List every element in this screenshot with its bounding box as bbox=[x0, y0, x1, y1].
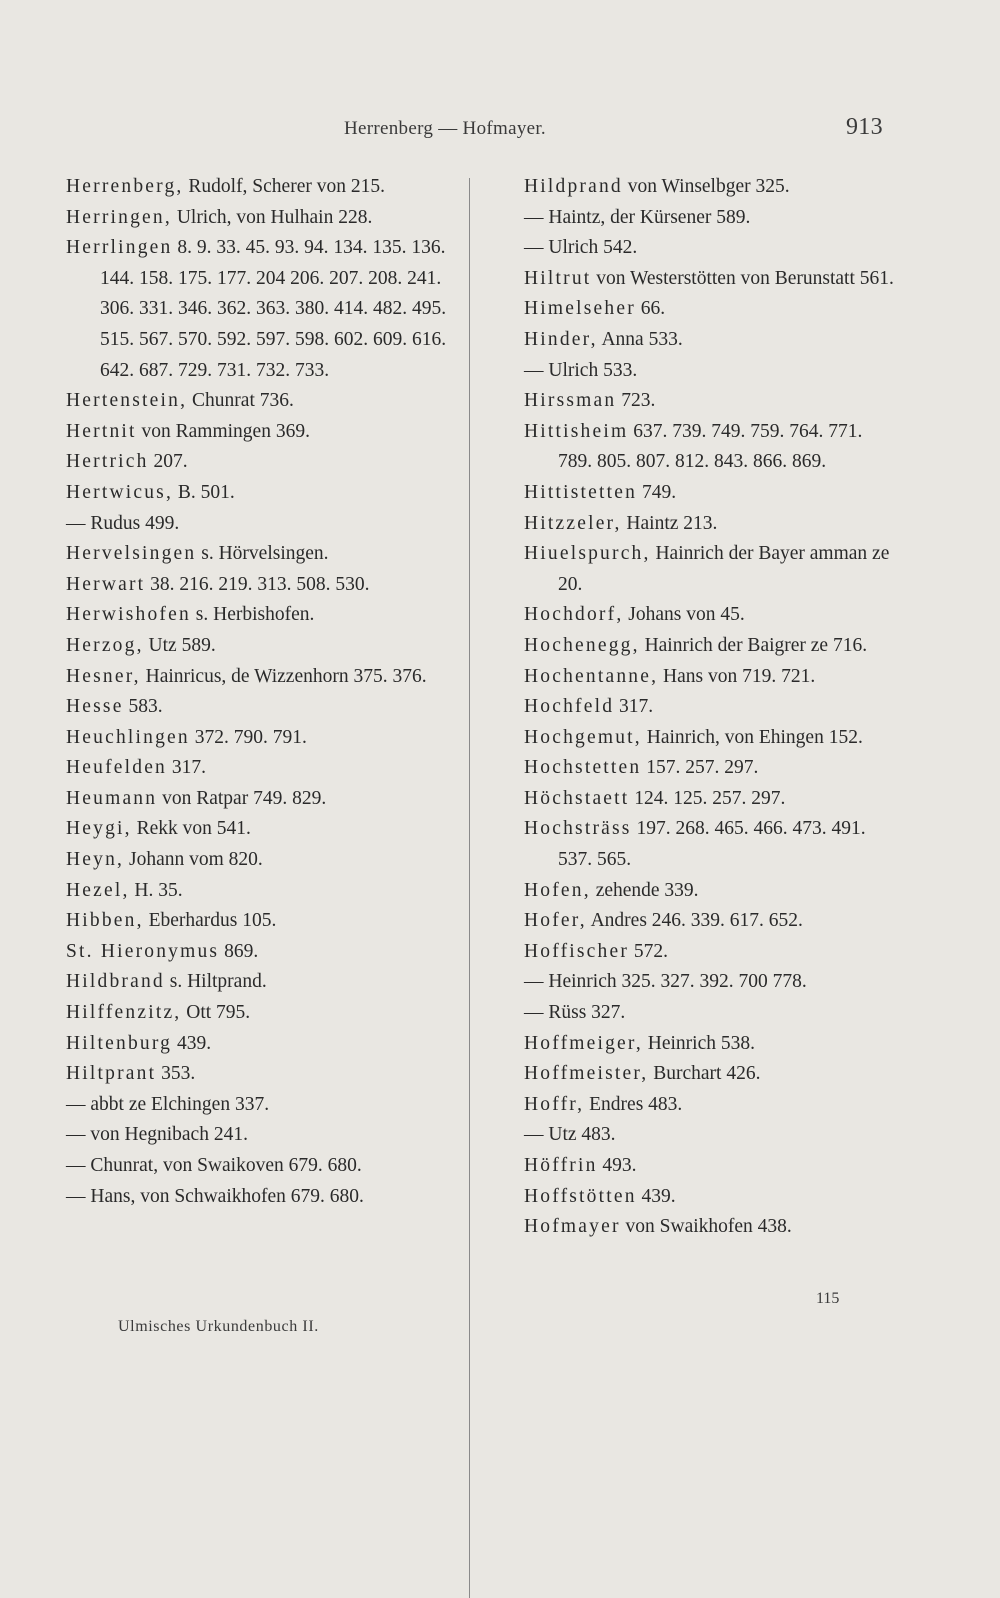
index-subentry bbox=[66, 1182, 466, 1213]
index-entry bbox=[66, 631, 466, 662]
index-references: 197. 268. 465. 466. 473. 491. 537. 565. bbox=[558, 818, 866, 871]
index-entry bbox=[524, 294, 896, 325]
index-references: zehende 339. bbox=[595, 879, 699, 901]
index-headword: Hochgemut, bbox=[524, 726, 642, 748]
index-headword: Hoffischer bbox=[524, 940, 630, 962]
index-references: 353. bbox=[161, 1063, 196, 1085]
index-references: Hans von 719. 721. bbox=[663, 665, 816, 687]
index-headword: Hoffr, bbox=[524, 1093, 585, 1115]
index-entry bbox=[66, 753, 466, 784]
index-references: s. Herbishofen. bbox=[195, 604, 315, 626]
index-headword: Hitzzeler, bbox=[524, 512, 622, 534]
index-references: Ulrich, von Hulhain 228. bbox=[176, 206, 373, 228]
index-headword: Höffrin bbox=[524, 1155, 598, 1176]
index-subentry bbox=[66, 1151, 466, 1182]
index-headword: Hilffenzitz, bbox=[66, 1002, 182, 1024]
index-headword: Hofen, bbox=[524, 879, 591, 901]
index-references: Utz 589. bbox=[148, 634, 216, 656]
index-references: 207. bbox=[153, 451, 188, 473]
index-references: 317. bbox=[619, 696, 654, 718]
index-subentry bbox=[524, 356, 896, 387]
index-references: s. Hörvelsingen. bbox=[201, 543, 329, 565]
index-references: 637. 739. 749. 759. 764. 771. 789. 805. 807. 812. 843. 866. 869. bbox=[558, 420, 863, 473]
index-entry bbox=[524, 1059, 896, 1090]
index-references: Haintz 213. bbox=[626, 512, 718, 534]
index-headword: Herwishofen bbox=[66, 604, 191, 626]
index-references: von Hegnibach 241. bbox=[90, 1124, 248, 1146]
index-entry bbox=[524, 1029, 896, 1060]
index-references: 317. bbox=[171, 757, 207, 779]
index-headword: Hertwicus, bbox=[66, 481, 174, 503]
index-headword: Heufelden bbox=[66, 757, 168, 779]
index-entry bbox=[524, 386, 896, 417]
index-references: 439. bbox=[177, 1032, 212, 1054]
index-headword: Hezel, bbox=[66, 879, 130, 901]
index-references: Chunrat 736. bbox=[192, 390, 294, 412]
index-references: von Ratpar 749. 829. bbox=[162, 787, 327, 809]
index-headword: Hoffmeiger, bbox=[524, 1032, 643, 1054]
index-references: 583. bbox=[128, 696, 163, 718]
index-headword: Hochstetten bbox=[524, 757, 642, 779]
index-references: 749. bbox=[641, 481, 677, 503]
index-references: Hainricus, de Wizzenhorn 375. 376. bbox=[145, 665, 427, 687]
index-headword: Hofmayer bbox=[524, 1216, 621, 1238]
index-references: 439. bbox=[641, 1185, 676, 1207]
index-references: Rudolf, Scherer von 215. bbox=[188, 176, 385, 197]
index-entry bbox=[66, 723, 466, 754]
index-entry bbox=[524, 264, 896, 295]
index-entry bbox=[524, 692, 896, 723]
index-subentry bbox=[66, 1120, 466, 1151]
index-references: abbt ze Elchingen 337. bbox=[90, 1093, 270, 1115]
index-headword: Hochentanne, bbox=[524, 665, 659, 687]
index-headword: Hervelsingen bbox=[66, 543, 197, 565]
index-subentry bbox=[524, 233, 896, 264]
index-headword: Herrlingen bbox=[66, 237, 173, 259]
index-headword: Hittistetten bbox=[524, 481, 638, 503]
index-entry bbox=[524, 753, 896, 784]
index-headword: Herringen, bbox=[66, 206, 172, 228]
index-entry bbox=[66, 478, 466, 509]
index-headword: Hochenegg, bbox=[524, 634, 640, 656]
index-headword: Hildbrand bbox=[66, 971, 165, 993]
index-entry bbox=[66, 600, 466, 631]
index-entry bbox=[524, 631, 896, 662]
index-references: von Westerstötten von Berunstatt 561. bbox=[596, 267, 894, 289]
index-headword: Heumann bbox=[66, 787, 158, 809]
index-references: Hainrich der Bayer amman ze 20. bbox=[558, 543, 890, 595]
index-references: Endres 483. bbox=[589, 1093, 683, 1115]
index-subentry bbox=[524, 998, 896, 1029]
index-headword: Heuchlingen bbox=[66, 726, 190, 748]
index-entry bbox=[66, 845, 466, 876]
index-entry bbox=[66, 784, 466, 815]
index-subentry bbox=[524, 1120, 896, 1151]
index-entry bbox=[66, 876, 466, 907]
index-entry bbox=[524, 172, 896, 203]
running-title: Herrenberg — Hofmayer. bbox=[344, 118, 546, 139]
index-references: Rudus 499. bbox=[90, 512, 180, 534]
index-entry bbox=[524, 937, 896, 968]
index-entry bbox=[524, 784, 896, 815]
index-entry bbox=[66, 1029, 466, 1060]
index-references: 372. 790. 791. bbox=[194, 726, 307, 748]
index-headword: Hiuelspurch, bbox=[524, 543, 651, 565]
index-entry bbox=[66, 906, 466, 937]
index-entry bbox=[524, 417, 896, 478]
index-column-left bbox=[66, 172, 466, 1212]
index-entry bbox=[524, 814, 896, 875]
index-entry bbox=[524, 325, 896, 356]
index-references: Johann vom 820. bbox=[129, 849, 263, 871]
index-references: 572. bbox=[633, 940, 669, 962]
index-references: Chunrat, von Swaikoven 679. 680. bbox=[90, 1155, 362, 1176]
index-headword: Hoffstötten bbox=[524, 1185, 637, 1207]
index-references: 493. bbox=[602, 1155, 637, 1176]
signature-line: Ulmisches Urkundenbuch II. bbox=[118, 1318, 319, 1335]
index-references: Rekk von 541. bbox=[136, 818, 251, 840]
index-entry bbox=[66, 937, 466, 968]
index-subentry bbox=[524, 203, 896, 234]
index-entry bbox=[524, 1151, 896, 1182]
index-headword: Heyn, bbox=[66, 849, 125, 871]
index-references: Rüss 327. bbox=[548, 1002, 626, 1024]
index-references: Ulrich 542. bbox=[548, 237, 638, 259]
index-references: Hainrich, von Ehingen 152. bbox=[646, 726, 863, 748]
index-references: 38. 216. 219. 313. 508. 530. bbox=[150, 573, 370, 595]
index-headword: Hertrich bbox=[66, 451, 149, 473]
index-headword: Hesse bbox=[66, 696, 124, 718]
index-entry bbox=[524, 723, 896, 754]
index-entry bbox=[66, 662, 466, 693]
index-headword: Hofer, bbox=[524, 910, 587, 932]
index-references: 157. 257. 297. bbox=[646, 757, 759, 779]
index-references: 8. 9. 33. 45. 93. 94. 134. 135. 136. 144. 158. 175. 177. 204 206. 207. 208. 241. 306. 331. 346. 362. 363. 380. 414. 482. 495. 515. 567. 570. 592. 597. 598. 602. 609. 616. 642. 687. 729. 731. 732. 733. bbox=[100, 237, 447, 381]
index-entry bbox=[524, 509, 896, 540]
index-references: Eberhardus 105. bbox=[148, 910, 277, 932]
index-entry bbox=[524, 478, 896, 509]
index-headword: Hertenstein, bbox=[66, 390, 188, 412]
index-headword: Hochdorf, bbox=[524, 604, 624, 626]
index-entry bbox=[66, 814, 466, 845]
index-headword: St. Hieronymus bbox=[66, 940, 220, 962]
index-headword: Hittisheim bbox=[524, 420, 629, 442]
index-headword: Höchstaett bbox=[524, 787, 630, 809]
index-entry bbox=[66, 539, 466, 570]
index-entry bbox=[524, 1212, 896, 1243]
index-entry bbox=[66, 172, 466, 203]
index-references: 723. bbox=[621, 390, 656, 412]
index-headword: Hibben, bbox=[66, 910, 144, 932]
index-references: Hainrich der Baigrer ze 716. bbox=[644, 634, 868, 656]
index-entry bbox=[524, 662, 896, 693]
sheet-number: 115 bbox=[816, 1290, 840, 1307]
index-entry bbox=[66, 417, 466, 448]
index-references: Heinrich 538. bbox=[647, 1032, 756, 1054]
index-headword: Herzog, bbox=[66, 634, 144, 656]
index-headword: Hertnit bbox=[66, 420, 137, 442]
index-references: Ulrich 533. bbox=[548, 359, 638, 381]
index-column-right bbox=[524, 172, 896, 1243]
index-entry bbox=[66, 233, 466, 386]
index-entry bbox=[524, 906, 896, 937]
index-references: Andres 246. 339. 617. 652. bbox=[590, 910, 803, 932]
index-references: Johans von 45. bbox=[628, 604, 745, 626]
index-headword: Hochsträss bbox=[524, 818, 632, 840]
index-headword: Himelseher bbox=[524, 298, 636, 320]
index-headword: Herwart bbox=[66, 573, 146, 595]
index-references: 66. bbox=[640, 298, 666, 320]
index-references: Burchart 426. bbox=[653, 1063, 761, 1085]
index-references: H. 35. bbox=[134, 879, 183, 901]
index-references: Ott 795. bbox=[186, 1002, 251, 1024]
index-references: s. Hiltprand. bbox=[169, 971, 267, 993]
column-divider bbox=[469, 178, 470, 1598]
index-references: Utz 483. bbox=[548, 1124, 616, 1146]
index-headword: Hirssman bbox=[524, 390, 617, 412]
index-entry bbox=[66, 570, 466, 601]
index-references: Heinrich 325. 327. 392. 700 778. bbox=[548, 971, 807, 993]
index-subentry bbox=[524, 967, 896, 998]
index-entry bbox=[524, 539, 896, 600]
index-entry bbox=[524, 1182, 896, 1213]
index-entry bbox=[66, 447, 466, 478]
index-entry bbox=[66, 203, 466, 234]
index-entry bbox=[66, 692, 466, 723]
index-headword: Hildprand bbox=[524, 176, 623, 197]
index-references: 124. 125. 257. 297. bbox=[634, 787, 786, 809]
index-entry bbox=[66, 967, 466, 998]
index-references: Haintz, der Kürsener 589. bbox=[548, 206, 751, 228]
index-references: 869. bbox=[224, 940, 259, 962]
index-references: von Swaikhofen 438. bbox=[625, 1216, 792, 1238]
index-references: B. 501. bbox=[177, 481, 235, 503]
page-number: 913 bbox=[846, 114, 883, 140]
index-subentry bbox=[66, 509, 466, 540]
index-headword: Hiltenburg bbox=[66, 1032, 173, 1054]
index-headword: Herrenberg, bbox=[66, 176, 184, 197]
index-headword: Hochfeld bbox=[524, 696, 615, 718]
index-entry bbox=[524, 1090, 896, 1121]
index-entry bbox=[66, 1059, 466, 1090]
index-subentry bbox=[66, 1090, 466, 1121]
index-headword: Hinder, bbox=[524, 328, 598, 350]
index-entry bbox=[524, 876, 896, 907]
index-references: Anna 533. bbox=[601, 328, 683, 350]
index-references: von Winselbger 325. bbox=[627, 176, 790, 197]
index-headword: Hiltprant bbox=[66, 1063, 157, 1085]
index-headword: Hesner, bbox=[66, 665, 141, 687]
index-references: von Rammingen 369. bbox=[141, 420, 310, 442]
index-headword: Hiltrut bbox=[524, 267, 592, 289]
index-headword: Hoffmeister, bbox=[524, 1063, 649, 1085]
index-entry bbox=[66, 998, 466, 1029]
index-headword: Heygi, bbox=[66, 818, 132, 840]
index-entry bbox=[66, 386, 466, 417]
index-entry bbox=[524, 600, 896, 631]
index-references: Hans, von Schwaikhofen 679. 680. bbox=[90, 1185, 364, 1207]
